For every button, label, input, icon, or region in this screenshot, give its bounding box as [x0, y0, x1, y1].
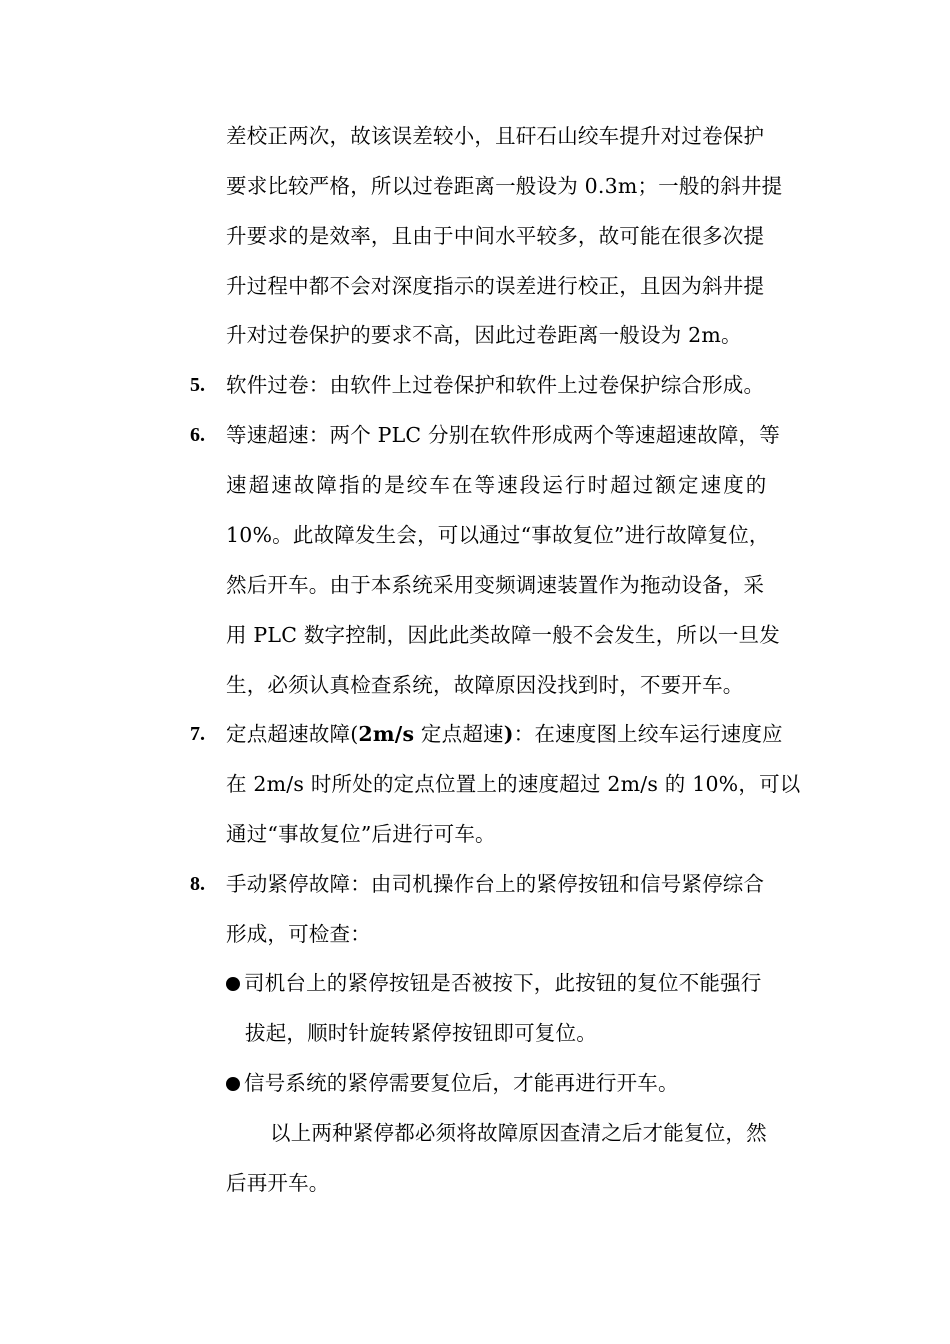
text-segment: 定点超速故障( — [226, 722, 359, 746]
list-number-5: 5. — [190, 374, 205, 396]
text-line — [226, 719, 783, 749]
text-segment-bold: 2m/s — [358, 722, 415, 746]
text-line: 升过程中都不会对深度指示的误差进行校正，且因为斜井提 — [226, 274, 765, 298]
text-line: 以上两种紧停都必须将故障原因查清之后才能复位，然 — [270, 1121, 767, 1145]
text-line: 拔起，顺时针旋转紧停按钮即可复位。 — [245, 1021, 597, 1045]
text-line: 10%。此故障发生会，可以通过“事故复位”进行故障复位， — [226, 523, 770, 547]
text-segment: 信号系统的紧停需要复位后，才能再进行开车。 — [244, 1071, 679, 1095]
bullet-item — [226, 1068, 679, 1098]
text-line: 差校正两次，故该误差较小，且矸石山绞车提升对过卷保护 — [226, 124, 765, 148]
text-line: 在 2m/s 时所处的定点位置上的速度超过 2m/s 的 10%，可以 — [226, 772, 801, 796]
text-line: 形成，可检查： — [226, 922, 371, 946]
text-line: 通过“事故复位”后进行可车。 — [226, 822, 496, 846]
bullet-icon — [226, 1077, 240, 1091]
text-line: 升要求的是效率，且由于中间水平较多，故可能在很多次提 — [226, 224, 765, 248]
text-line: 然后开车。由于本系统采用变频调速装置作为拖动设备，采 — [226, 573, 765, 597]
bullet-icon — [226, 977, 240, 991]
text-segment: ：在速度图上绞车运行速度应 — [513, 722, 783, 746]
list-number-7: 7. — [190, 723, 205, 745]
text-line: 等速超速：两个 PLC 分别在软件形成两个等速超速故障，等 — [226, 423, 780, 447]
text-line: 速超速故障指的是绞车在等速段运行时超过额定速度的 — [226, 473, 769, 497]
bullet-item — [226, 968, 762, 998]
text-line: 后再开车。 — [226, 1171, 330, 1195]
text-segment-bold: ) — [503, 722, 514, 746]
text-line: 要求比较严格，所以过卷距离一般设为 0.3m；一般的斜井提 — [226, 174, 783, 198]
text-line: 用 PLC 数字控制，因此此类故障一般不会发生，所以一旦发 — [226, 623, 780, 647]
list-number-8: 8. — [190, 873, 205, 895]
text-line: 手动紧停故障：由司机操作台上的紧停按钮和信号紧停综合 — [226, 872, 765, 896]
text-segment: 定点超速 — [414, 722, 504, 746]
text-line: 升对过卷保护的要求不高，因此过卷距离一般设为 2m。 — [226, 323, 742, 347]
text-line: 软件过卷：由软件上过卷保护和软件上过卷保护综合形成。 — [226, 373, 765, 397]
text-line: 生，必须认真检查系统，故障原因没找到时，不要开车。 — [226, 673, 744, 697]
text-segment: 司机台上的紧停按钮是否被按下，此按钮的复位不能强行 — [244, 971, 762, 995]
list-number-6: 6. — [190, 424, 205, 446]
